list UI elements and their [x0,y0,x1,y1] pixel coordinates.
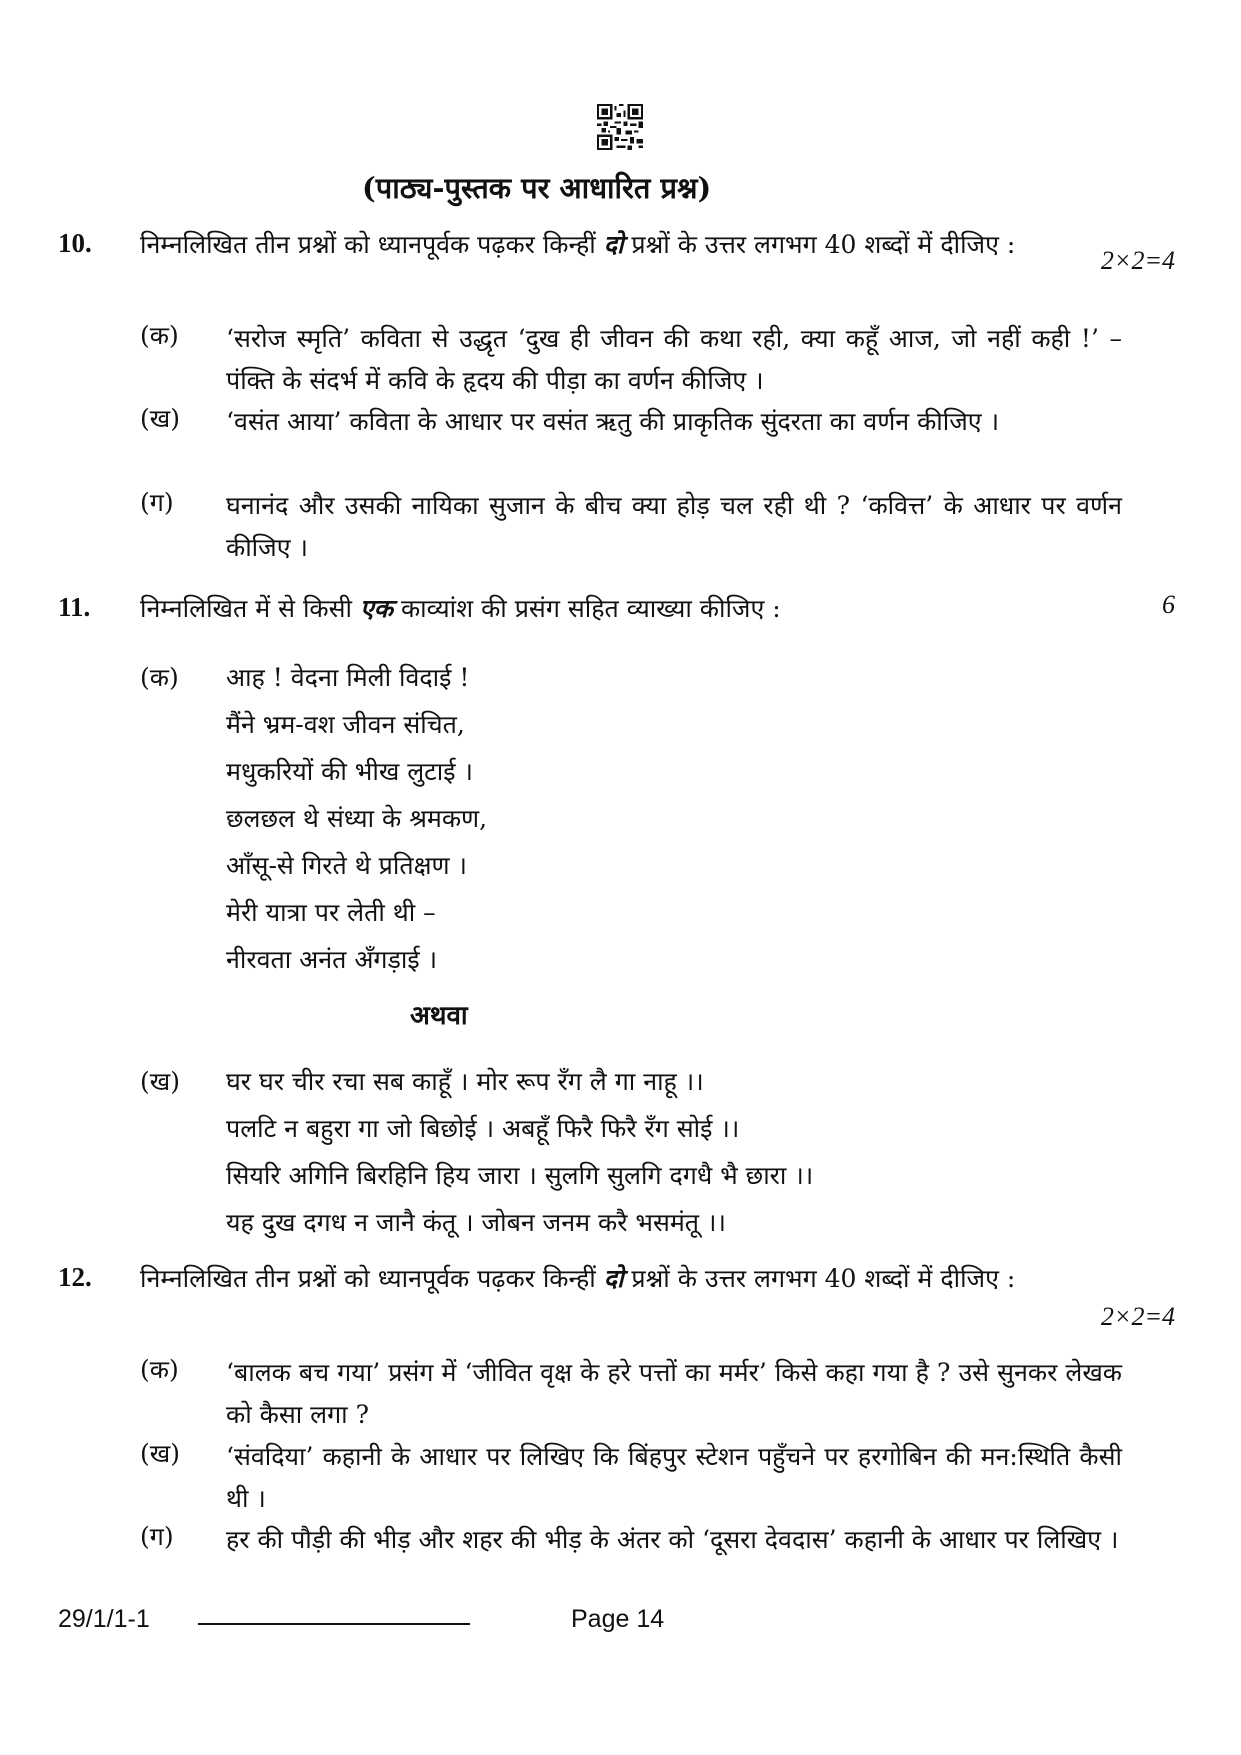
verse-line: मैंने भ्रम-वश जीवन संचित, [226,710,465,739]
verse-line: घर घर चीर रचा सब काहूँ । मोर रूप रँग लै गा नाहू ।। [226,1067,704,1096]
question-12-option-c-label: (ग) [140,1522,174,1551]
question-10-marks: 2×2=4 [1100,246,1175,275]
verse-line: सियरि अगिनि बिरहिनि हिय जारा । सुलगि सुलगि दगधै भै छारा ।। [226,1161,814,1190]
question-10-option-b-text: ‘वसंत आया’ कविता के आधार पर वसंत ऋतु की प्राकृतिक सुंदरता का वर्णन कीजिए । [226,407,1000,436]
question-11-marks: 6 [1162,590,1175,619]
question-11-option-a-label: (क) [140,663,179,692]
question-10-option-c-text: घनानंद और उसकी नायिका सुजान के बीच क्या होड़ चल रही थी ? ‘कवित्त’ के आधार पर वर्णन कीजिए । [226,491,1122,562]
question-12-emphasis: दो [603,1264,624,1293]
question-12-option-a-text: ‘बालक बच गया’ प्रसंग में ‘जीवित वृक्ष के हरे पत्तों का मर्मर’ किसे कहा गया है ? उसे सुनकर लेखक को कैसा लगा ? [226,1358,1122,1429]
question-11-option-a-verse [226,654,487,983]
question-10-emphasis: दो [603,230,624,259]
verse-line: पलटि न बहुरा गा जो बिछोई । अबहूँ फिरै फिरै रँग सोई ।। [226,1114,740,1143]
question-12-marks: 2×2=4 [1100,1302,1175,1331]
question-11-option-b-verse [226,1058,813,1246]
verse-line: यह दुख दगध न जानै कंतू । जोबन जनम करै भसमंतू ।। [226,1208,726,1237]
question-12-option-b-label: (ख) [140,1439,180,1468]
question-12-option-a-label: (क) [140,1355,179,1384]
question-12-text: निम्नलिखित तीन प्रश्नों को ध्यानपूर्वक पढ़कर किन्हीं दो प्रश्नों के उत्तर लगभग 40 शब्दों में दीजिए : [140,1264,1016,1293]
paper-code: 29/1/1-1 [58,1605,150,1633]
question-10-text: निम्नलिखित तीन प्रश्नों को ध्यानपूर्वक पढ़कर किन्हीं दो प्रश्नों के उत्तर लगभग 40 शब्दों में दीजिए : [140,230,1016,259]
page-number: Page 14 [571,1605,665,1633]
verse-line: आह ! वेदना मिली विदाई ! [226,663,470,692]
question-10-option-c-label: (ग) [140,488,174,517]
footer-divider [198,1623,470,1625]
or-label: अथवा [410,1001,468,1031]
question-10-option-a-text: ‘सरोज स्मृति’ कविता से उद्धृत ‘दुख ही जीवन की कथा रही, क्या कहूँ आज, जो नहीं कही !’ – पंक्ति के संदर्भ में कवि के हृदय की पीड़ा का वर्णन कीजिए । [226,324,1122,395]
verse-line: आँसू-से गिरते थे प्रतिक्षण । [226,851,468,880]
question-10-option-b-label: (ख) [140,404,180,433]
qr-code-icon [597,104,643,150]
verse-line: छलछल थे संध्या के श्रमकण, [226,804,488,833]
question-11-option-b-label: (ख) [140,1067,180,1096]
section-title: (पाठ्य-पुस्तक पर आधारित प्रश्न) [362,171,712,205]
question-11-number: 11. [58,592,91,622]
question-12-option-b-text: ‘संवदिया’ कहानी के आधार पर लिखिए कि बिंहपुर स्टेशन पहुँचने पर हरगोबिन की मन:स्थिति कैसी थी । [226,1442,1122,1513]
question-11-emphasis: एक [359,594,393,623]
verse-line: मेरी यात्रा पर लेती थी – [226,898,436,927]
verse-line: मधुकरियों की भीख लुटाई । [226,757,473,786]
verse-line: नीरवता अनंत अँगड़ाई । [226,945,438,974]
question-11-text: निम्नलिखित में से किसी एक काव्यांश की प्रसंग सहित व्याख्या कीजिए : [140,594,781,623]
question-10-number: 10. [58,228,92,258]
question-12-number: 12. [58,1262,92,1292]
question-10-option-a-label: (क) [140,321,179,350]
question-12-option-c-text: हर की पौड़ी की भीड़ और शहर की भीड़ के अंतर को ‘दूसरा देवदास’ कहानी के आधार पर लिखिए । [226,1525,1119,1554]
